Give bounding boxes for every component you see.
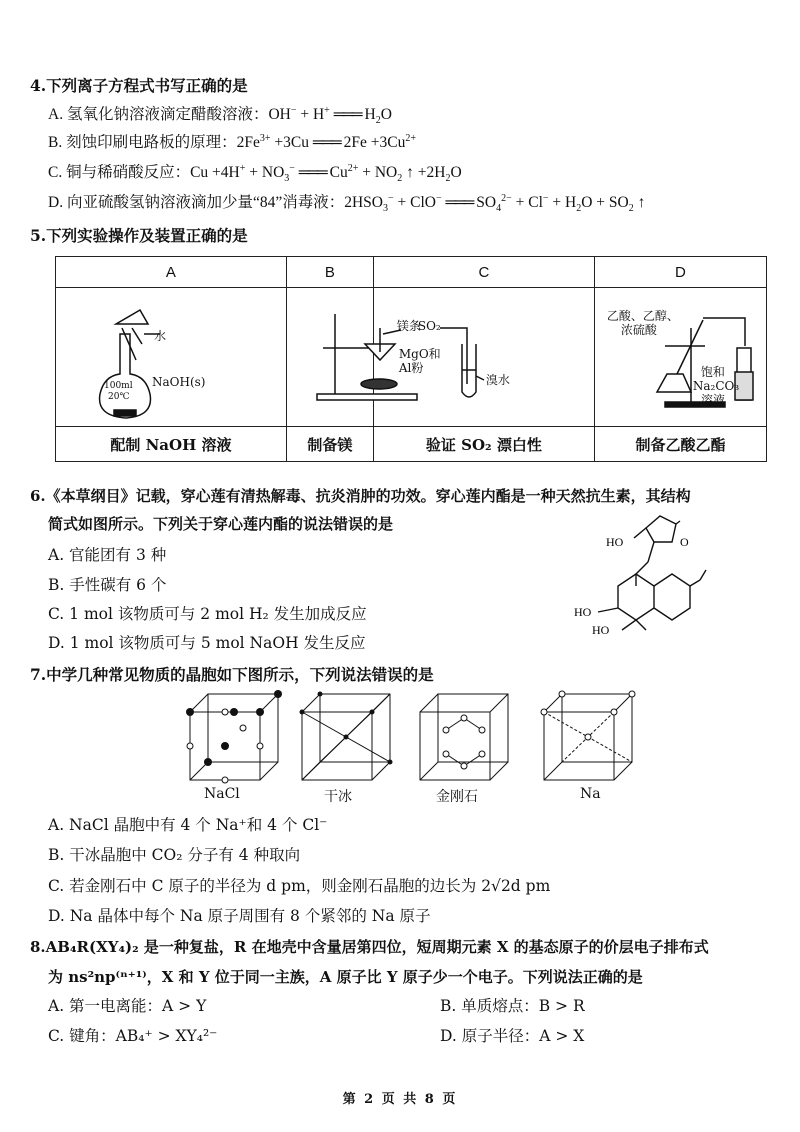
q8-option-b: B. 单质熔点：B > R [440,997,585,1015]
crystal-label-nacl: NaCl [204,786,240,802]
crystal-label-dry-ice: 干冰 [324,789,352,805]
label-na2co3: Na₂CO₃ [692,379,740,393]
q7-option-d: D. Na 晶体中每个 Na 原子周围有 8 个紧邻的 Na 原子 [48,907,431,925]
crystal-label-diamond: 金刚石 [436,789,478,805]
andrographolide-structure [556,500,756,640]
caption-a: 配制 NaOH 溶液 [56,427,287,462]
header-c: C [373,257,594,288]
q6-stem-line2: 简式如图所示。下列关于穿心莲内酯的说法错误的是 [48,515,394,533]
sodium-unit-cell [540,690,636,784]
q8-option-a: A. 第一电离能：A > Y [48,997,207,1015]
header-d: D [594,257,766,288]
label-saturated: 饱和 [700,365,725,379]
header-a: A [56,257,287,288]
crystal-label-sodium: Na [580,786,601,802]
test-tube-diagram [374,288,552,424]
q6-option-c: C. 1 mol 该物质可与 2 mol H₂ 发生加成反应 [48,605,367,623]
q6-option-a: A. 官能团有 3 种 [48,546,167,564]
q4-option-a: A. 氢氧化钠溶液滴定醋酸溶液：OH− + H+ ═══ $H_2O$ [48,104,392,127]
apparatus-a [56,288,287,427]
q7-option-c: C. 若金刚石中 C 原子的半径为 d pm，则金刚石晶胞的边长为 2√2d pm [48,877,551,895]
label-water: 水 [154,329,167,343]
label-naoh-solid: NaOH(s) [152,375,206,389]
label-conc-h2so4: 浓硫酸 [620,323,657,337]
q4-option-b: B. 刻蚀印刷电路板的原理：$2Fe^{3+} +3Cu$ ═══ $2Fe +3Cu^{2+}$ [48,132,417,151]
nacl-unit-cell [186,690,282,784]
q4-option-c: C. 铜与稀硝酸反应：$Cu +4H^+ + NO_3^-$ ═══ $Cu^{2+} + NO_2$ ↑ $+2H_2O$ [48,162,462,185]
label-so2: SO₂ [417,319,441,333]
label-flask-volume: 100ml [104,381,133,391]
label-bromine-water: 溴水 [485,373,510,387]
q6-option-b: B. 手性碳有 6 个 [48,576,167,594]
label-mgo: MgO和 [398,347,441,361]
experiment-table [55,256,767,462]
struct-ho-top: HO [606,535,624,549]
q4-stem: 4.下列离子方程式书写正确的是 [30,76,248,95]
diamond-unit-cell [416,690,512,784]
q8-stem-line2: 为 ns²np⁽ⁿ⁺¹⁾，X 和 Y 位于同一主族，A 原子比 Y 原子少一个电子。下列说法正确的是 [48,968,643,986]
q6-stem-line1: 6.《本草纲目》记载，穿心莲有清热解毒、抗炎消肿的功效。穿心莲内酯是一种天然抗生素，其结构 [30,487,691,505]
q5-stem: 5.下列实验操作及装置正确的是 [30,226,248,245]
q8-stem-line1: 8.AB₄R(XY₄)₂ 是一种复盐，R 在地壳中含量居第四位，短周期元素 X 的基态原子的价层电子排布式 [30,938,709,956]
q8-option-d: D. 原子半径：A > X [440,1027,585,1045]
q8-option-c: C. 键角：AB₄⁺ > XY₄²⁻ [48,1027,218,1045]
caption-c: 验证 SO₂ 漂白性 [373,427,594,462]
page-footer: 第 2 页 共 8 页 [342,1092,458,1107]
q7-option-b: B. 干冰晶胞中 CO₂ 分子有 4 种取向 [48,846,301,864]
dry-ice-unit-cell [298,690,394,784]
label-reagents: 乙酸、乙醇、 [606,309,679,323]
struct-o-carbonyl: O [680,535,689,549]
caption-b: 制备镁 [286,427,373,462]
apparatus-d [594,288,766,427]
label-mg-strip: 镁条 [396,319,421,333]
apparatus-c [373,288,594,427]
label-al-powder: Al粉 [398,361,424,375]
q7-option-a: A. NaCl 晶胞中有 4 个 Na⁺和 4 个 Cl⁻ [48,816,328,834]
label-flask-temp: 20℃ [108,392,130,402]
q4-option-d: D. 向亚硫酸氢钠溶液滴加少量“84”消毒液：$2HSO_3^- + ClO^-$ ═══ $SO_4^{2-} + Cl^- + H_2O + SO_2$ ↑ [48,192,646,215]
header-b: B [286,257,373,288]
q7-stem: 7.中学几种常见物质的晶胞如下图所示，下列说法错误的是 [30,665,434,684]
struct-ho-bottom: HO [592,623,610,637]
volumetric-flask-diagram [56,288,234,424]
label-solution: 溶液 [700,393,725,407]
q6-option-d: D. 1 mol 该物质可与 5 mol NaOH 发生反应 [48,634,366,652]
struct-ho-mid: HO [574,605,592,619]
caption-d: 制备乙酸乙酯 [594,427,766,462]
